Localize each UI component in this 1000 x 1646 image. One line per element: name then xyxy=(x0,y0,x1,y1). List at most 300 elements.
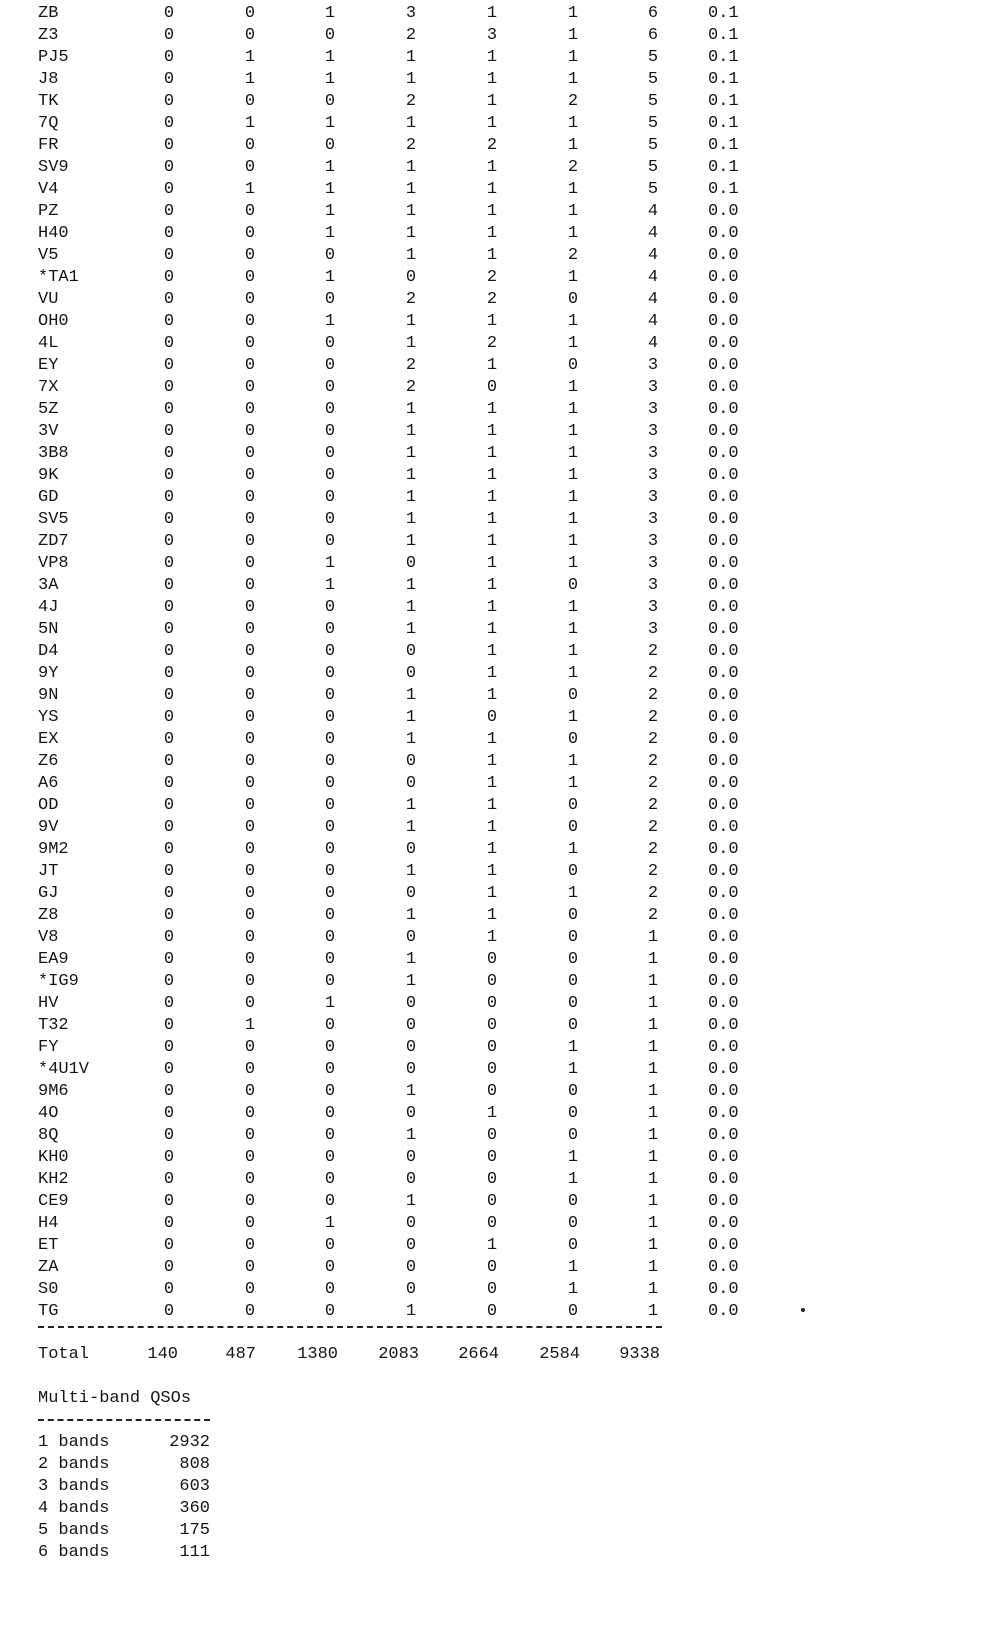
count-cell: 0 xyxy=(324,1126,336,1145)
count-cell: 1 xyxy=(647,928,659,947)
count-cell: 2 xyxy=(647,686,659,705)
count-cell: 0 xyxy=(324,26,336,45)
count-cell: 0 xyxy=(567,950,579,969)
count-cell: 1 xyxy=(567,1258,579,1277)
count-cell: 0.1 xyxy=(708,48,739,67)
count-cell: 0 xyxy=(324,1104,336,1123)
prefix-cell: J8 xyxy=(38,70,59,89)
table-row xyxy=(0,223,800,245)
count-cell: 0 xyxy=(244,356,256,375)
count-cell: 1 xyxy=(486,730,498,749)
count-cell: 0 xyxy=(163,114,175,133)
count-cell: 1 xyxy=(486,554,498,573)
count-cell: 1 xyxy=(405,400,417,419)
count-cell: 2 xyxy=(405,92,417,111)
prefix-cell: *4U1V xyxy=(38,1060,90,1079)
table-row xyxy=(0,1213,800,1235)
count-cell: 0 xyxy=(324,598,336,617)
count-cell: 1 xyxy=(486,466,498,485)
count-cell: 1 xyxy=(324,1214,336,1233)
table-row xyxy=(0,289,800,311)
table-row xyxy=(0,1103,800,1125)
count-cell: 0 xyxy=(163,400,175,419)
count-cell: 2 xyxy=(405,26,417,45)
count-cell: 1 xyxy=(567,554,579,573)
count-cell: 3 xyxy=(647,620,659,639)
count-cell: 2 xyxy=(405,136,417,155)
count-cell: 1 xyxy=(567,664,579,683)
count-cell: 0 xyxy=(163,1126,175,1145)
count-cell: 0 xyxy=(324,972,336,991)
count-cell: 1 xyxy=(405,686,417,705)
count-cell: 0 xyxy=(163,92,175,111)
count-cell: 0 xyxy=(163,224,175,243)
count-cell: 1 xyxy=(647,1280,659,1299)
count-cell: 0 xyxy=(405,840,417,859)
count-cell: 0.0 xyxy=(708,928,739,947)
count-cell: 1 xyxy=(567,224,579,243)
count-cell: 0 xyxy=(324,1236,336,1255)
count-cell: 4 xyxy=(647,268,659,287)
prefix-cell: 4O xyxy=(38,1104,59,1123)
prefix-cell: Z3 xyxy=(38,26,59,45)
count-cell: 0 xyxy=(244,818,256,837)
count-cell: 1 xyxy=(567,26,579,45)
count-cell: 0.0 xyxy=(708,356,739,375)
prefix-cell: *TA1 xyxy=(38,268,79,287)
count-cell: 2 xyxy=(647,730,659,749)
count-cell: 1 xyxy=(324,48,336,67)
prefix-cell: T32 xyxy=(38,1016,69,1035)
count-cell: 1 xyxy=(486,202,498,221)
count-cell: 0 xyxy=(486,708,498,727)
count-cell: 0 xyxy=(163,1214,175,1233)
count-cell: 0 xyxy=(163,730,175,749)
prefix-cell: 4J xyxy=(38,598,59,617)
count-cell: 1 xyxy=(486,884,498,903)
count-cell: 0 xyxy=(163,136,175,155)
table-row xyxy=(0,927,800,949)
prefix-cell: ZD7 xyxy=(38,532,69,551)
count-cell: 0.0 xyxy=(708,730,739,749)
count-cell: 1 xyxy=(324,4,336,23)
count-cell: 0.0 xyxy=(708,1104,739,1123)
count-cell: 1 xyxy=(567,510,579,529)
count-cell: 0 xyxy=(567,686,579,705)
table-row xyxy=(0,773,800,795)
count-cell: 1 xyxy=(405,1126,417,1145)
count-cell: 0 xyxy=(567,1082,579,1101)
count-cell: 0 xyxy=(244,444,256,463)
count-cell: 1 xyxy=(486,246,498,265)
count-cell: 1 xyxy=(244,70,256,89)
table-row xyxy=(0,531,800,553)
prefix-cell: EA9 xyxy=(38,950,69,969)
count-cell: 1 xyxy=(324,180,336,199)
count-cell: 0 xyxy=(244,840,256,859)
qso-count: 2932 xyxy=(169,1433,210,1452)
count-cell: 4 xyxy=(647,224,659,243)
count-cell: 1 xyxy=(486,642,498,661)
count-cell: 0 xyxy=(324,818,336,837)
count-cell: 0 xyxy=(486,1016,498,1035)
count-cell: 0 xyxy=(324,950,336,969)
count-cell: 0 xyxy=(324,466,336,485)
count-cell: 3 xyxy=(647,466,659,485)
count-cell: 0 xyxy=(244,268,256,287)
scan-speck xyxy=(801,1308,805,1312)
prefix-cell: TG xyxy=(38,1302,59,1321)
count-cell: 0.0 xyxy=(708,642,739,661)
count-cell: 0 xyxy=(244,576,256,595)
count-cell: 0 xyxy=(163,1192,175,1211)
count-cell: 0 xyxy=(244,202,256,221)
count-cell: 0 xyxy=(163,1104,175,1123)
table-row xyxy=(0,1257,800,1279)
table-row xyxy=(0,751,800,773)
count-cell: 1 xyxy=(486,906,498,925)
count-cell: 0.1 xyxy=(708,114,739,133)
table-row xyxy=(0,949,800,971)
count-cell: 5 xyxy=(647,48,659,67)
count-cell: 1 xyxy=(647,1016,659,1035)
count-cell: 0.0 xyxy=(708,1060,739,1079)
count-cell: 0.0 xyxy=(708,1016,739,1035)
count-cell: 2 xyxy=(647,796,659,815)
table-row xyxy=(0,641,800,663)
table-row xyxy=(0,377,800,399)
count-cell: 0 xyxy=(405,642,417,661)
count-cell: 0.0 xyxy=(708,620,739,639)
count-cell: 1 xyxy=(647,972,659,991)
count-cell: 0 xyxy=(567,1192,579,1211)
count-cell: 0.0 xyxy=(708,1126,739,1145)
count-cell: 1 xyxy=(405,246,417,265)
count-cell: 0 xyxy=(244,400,256,419)
table-row xyxy=(0,157,800,179)
table-row xyxy=(0,1301,800,1323)
count-cell: 0 xyxy=(244,378,256,397)
count-cell: 1 xyxy=(486,1104,498,1123)
count-cell: 0 xyxy=(405,268,417,287)
count-cell: 1 xyxy=(486,1236,498,1255)
count-cell: 1 xyxy=(486,664,498,683)
totals-value: 140 xyxy=(147,1345,178,1364)
count-cell: 1 xyxy=(486,400,498,419)
count-cell: 0 xyxy=(567,1016,579,1035)
prefix-cell: H4 xyxy=(38,1214,59,1233)
count-cell: 1 xyxy=(486,862,498,881)
table-row xyxy=(0,1235,800,1257)
count-cell: 3 xyxy=(647,554,659,573)
count-cell: 4 xyxy=(647,334,659,353)
count-cell: 0.1 xyxy=(708,4,739,23)
count-cell: 0.1 xyxy=(708,136,739,155)
count-cell: 0.0 xyxy=(708,796,739,815)
count-cell: 0 xyxy=(486,378,498,397)
band-count-label: 3 bands xyxy=(38,1477,110,1496)
prefix-cell: 3V xyxy=(38,422,59,441)
multiband-title: Multi-band QSOs xyxy=(38,1389,192,1408)
count-cell: 0 xyxy=(567,1236,579,1255)
qso-count: 360 xyxy=(179,1499,210,1518)
count-cell: 0 xyxy=(324,1170,336,1189)
count-cell: 1 xyxy=(405,576,417,595)
count-cell: 1 xyxy=(486,114,498,133)
count-cell: 2 xyxy=(647,642,659,661)
table-row xyxy=(0,1169,800,1191)
count-cell: 0 xyxy=(163,972,175,991)
count-cell: 0 xyxy=(324,1280,336,1299)
count-cell: 0 xyxy=(244,510,256,529)
count-cell: 1 xyxy=(486,752,498,771)
count-cell: 1 xyxy=(486,840,498,859)
prefix-cell: JT xyxy=(38,862,59,881)
qso-count: 808 xyxy=(179,1455,210,1474)
count-cell: 0 xyxy=(244,994,256,1013)
count-cell: 0.1 xyxy=(708,26,739,45)
count-cell: 0 xyxy=(486,1214,498,1233)
count-cell: 1 xyxy=(405,488,417,507)
count-cell: 1 xyxy=(567,1148,579,1167)
count-cell: 0 xyxy=(405,554,417,573)
count-cell: 0 xyxy=(405,1236,417,1255)
count-cell: 1 xyxy=(486,576,498,595)
count-cell: 0 xyxy=(163,158,175,177)
count-cell: 0 xyxy=(244,488,256,507)
count-cell: 0.1 xyxy=(708,158,739,177)
count-cell: 0.1 xyxy=(708,92,739,111)
count-cell: 0 xyxy=(324,642,336,661)
count-cell: 0 xyxy=(567,730,579,749)
count-cell: 1 xyxy=(486,774,498,793)
count-cell: 4 xyxy=(647,312,659,331)
count-cell: 5 xyxy=(647,136,659,155)
prefix-cell: OD xyxy=(38,796,59,815)
count-cell: 0 xyxy=(324,422,336,441)
prefix-cell: HV xyxy=(38,994,59,1013)
count-cell: 1 xyxy=(567,708,579,727)
count-cell: 4 xyxy=(647,290,659,309)
count-cell: 0.0 xyxy=(708,444,739,463)
count-cell: 3 xyxy=(647,510,659,529)
count-cell: 0 xyxy=(324,884,336,903)
count-cell: 2 xyxy=(486,334,498,353)
count-cell: 1 xyxy=(405,334,417,353)
count-cell: 0 xyxy=(244,862,256,881)
count-cell: 0.0 xyxy=(708,400,739,419)
count-cell: 0 xyxy=(486,1170,498,1189)
count-cell: 0 xyxy=(324,510,336,529)
count-cell: 0 xyxy=(244,1126,256,1145)
count-cell: 0 xyxy=(244,466,256,485)
table-row xyxy=(0,1279,800,1301)
count-cell: 1 xyxy=(567,1280,579,1299)
count-cell: 0.0 xyxy=(708,598,739,617)
totals-row xyxy=(0,1344,800,1366)
count-cell: 0 xyxy=(244,598,256,617)
table-row xyxy=(0,179,800,201)
count-cell: 0 xyxy=(567,972,579,991)
count-cell: 0 xyxy=(163,642,175,661)
count-cell: 0 xyxy=(324,686,336,705)
count-cell: 1 xyxy=(567,488,579,507)
count-cell: 0 xyxy=(567,1126,579,1145)
count-cell: 0 xyxy=(324,862,336,881)
prefix-cell: V4 xyxy=(38,180,59,199)
multiband-row xyxy=(0,1542,800,1564)
count-cell: 0 xyxy=(486,972,498,991)
count-cell: 4 xyxy=(647,202,659,221)
count-cell: 1 xyxy=(405,114,417,133)
count-cell: 1 xyxy=(486,422,498,441)
count-cell: 1 xyxy=(486,70,498,89)
count-cell: 0.0 xyxy=(708,950,739,969)
count-cell: 0 xyxy=(244,422,256,441)
count-cell: 0 xyxy=(405,1038,417,1057)
count-cell: 0 xyxy=(163,796,175,815)
count-cell: 0.0 xyxy=(708,774,739,793)
count-cell: 0 xyxy=(163,1148,175,1167)
count-cell: 1 xyxy=(567,642,579,661)
count-cell: 0 xyxy=(486,994,498,1013)
count-cell: 1 xyxy=(486,620,498,639)
count-cell: 0 xyxy=(163,884,175,903)
count-cell: 0.0 xyxy=(708,246,739,265)
table-row xyxy=(0,1037,800,1059)
table-row xyxy=(0,553,800,575)
count-cell: 1 xyxy=(567,598,579,617)
count-cell: 2 xyxy=(405,356,417,375)
count-cell: 0 xyxy=(324,1192,336,1211)
count-cell: 0 xyxy=(405,994,417,1013)
count-cell: 1 xyxy=(405,972,417,991)
count-cell: 3 xyxy=(647,378,659,397)
prefix-cell: 9M6 xyxy=(38,1082,69,1101)
count-cell: 1 xyxy=(486,598,498,617)
count-cell: 0 xyxy=(244,1236,256,1255)
count-cell: 1 xyxy=(405,312,417,331)
count-cell: 1 xyxy=(486,488,498,507)
count-cell: 1 xyxy=(324,224,336,243)
count-cell: 0 xyxy=(324,796,336,815)
count-cell: 1 xyxy=(405,444,417,463)
prefix-cell: YS xyxy=(38,708,59,727)
count-cell: 1 xyxy=(405,48,417,67)
table-row xyxy=(0,443,800,465)
count-cell: 0 xyxy=(244,334,256,353)
count-cell: 0 xyxy=(244,312,256,331)
prefix-cell: 3B8 xyxy=(38,444,69,463)
count-cell: 0.0 xyxy=(708,1192,739,1211)
table-row xyxy=(0,267,800,289)
count-cell: 1 xyxy=(324,268,336,287)
count-cell: 1 xyxy=(647,1170,659,1189)
count-cell: 1 xyxy=(405,620,417,639)
count-cell: 0 xyxy=(324,1082,336,1101)
prefix-cell: 9Y xyxy=(38,664,59,683)
count-cell: 1 xyxy=(647,1192,659,1211)
count-cell: 0.0 xyxy=(708,994,739,1013)
table-row xyxy=(0,1191,800,1213)
count-cell: 0.1 xyxy=(708,70,739,89)
count-cell: 0 xyxy=(486,1192,498,1211)
prefix-cell: 9V xyxy=(38,818,59,837)
count-cell: 0 xyxy=(567,290,579,309)
band-count-label: 5 bands xyxy=(38,1521,110,1540)
count-cell: 1 xyxy=(405,532,417,551)
count-cell: 0 xyxy=(324,334,336,353)
prefix-cell: 7X xyxy=(38,378,59,397)
count-cell: 0 xyxy=(163,180,175,199)
multiband-row xyxy=(0,1476,800,1498)
prefix-cell: FR xyxy=(38,136,59,155)
count-cell: 0.0 xyxy=(708,752,739,771)
count-cell: 0 xyxy=(324,400,336,419)
count-cell: 0 xyxy=(163,664,175,683)
count-cell: 3 xyxy=(647,488,659,507)
prefix-cell: V8 xyxy=(38,928,59,947)
count-cell: 0 xyxy=(244,1082,256,1101)
count-cell: 1 xyxy=(324,158,336,177)
count-cell: 0 xyxy=(163,1258,175,1277)
count-cell: 0 xyxy=(405,1016,417,1035)
count-cell: 1 xyxy=(647,994,659,1013)
totals-value: 2584 xyxy=(539,1345,580,1364)
count-cell: 0 xyxy=(163,1038,175,1057)
count-cell: 1 xyxy=(647,1126,659,1145)
count-cell: 0 xyxy=(405,752,417,771)
count-cell: 0.0 xyxy=(708,1214,739,1233)
count-cell: 0 xyxy=(324,1038,336,1057)
count-cell: 0 xyxy=(163,334,175,353)
count-cell: 1 xyxy=(647,950,659,969)
table-row xyxy=(0,135,800,157)
count-cell: 0 xyxy=(405,884,417,903)
count-cell: 0 xyxy=(244,774,256,793)
count-cell: 0 xyxy=(244,532,256,551)
table-row xyxy=(0,729,800,751)
count-cell: 1 xyxy=(324,554,336,573)
count-cell: 1 xyxy=(405,70,417,89)
count-cell: 0.0 xyxy=(708,510,739,529)
table-row xyxy=(0,817,800,839)
count-cell: 0.0 xyxy=(708,576,739,595)
count-cell: 0 xyxy=(244,290,256,309)
count-cell: 2 xyxy=(647,862,659,881)
prefix-cell: 5N xyxy=(38,620,59,639)
prefix-cell: V5 xyxy=(38,246,59,265)
count-cell: 2 xyxy=(567,246,579,265)
count-cell: 0 xyxy=(163,1280,175,1299)
prefix-cell: 9N xyxy=(38,686,59,705)
count-cell: 0.0 xyxy=(708,1236,739,1255)
count-cell: 0 xyxy=(324,928,336,947)
count-cell: 2 xyxy=(405,378,417,397)
count-cell: 0 xyxy=(324,1302,336,1321)
table-row xyxy=(0,971,800,993)
count-cell: 1 xyxy=(405,1192,417,1211)
prefix-cell: 4L xyxy=(38,334,59,353)
count-cell: 0 xyxy=(244,1104,256,1123)
count-cell: 1 xyxy=(324,114,336,133)
count-cell: 0 xyxy=(567,1104,579,1123)
count-cell: 4 xyxy=(647,246,659,265)
count-cell: 0 xyxy=(163,774,175,793)
count-cell: 0 xyxy=(567,862,579,881)
count-cell: 1 xyxy=(567,378,579,397)
count-cell: 0 xyxy=(163,620,175,639)
